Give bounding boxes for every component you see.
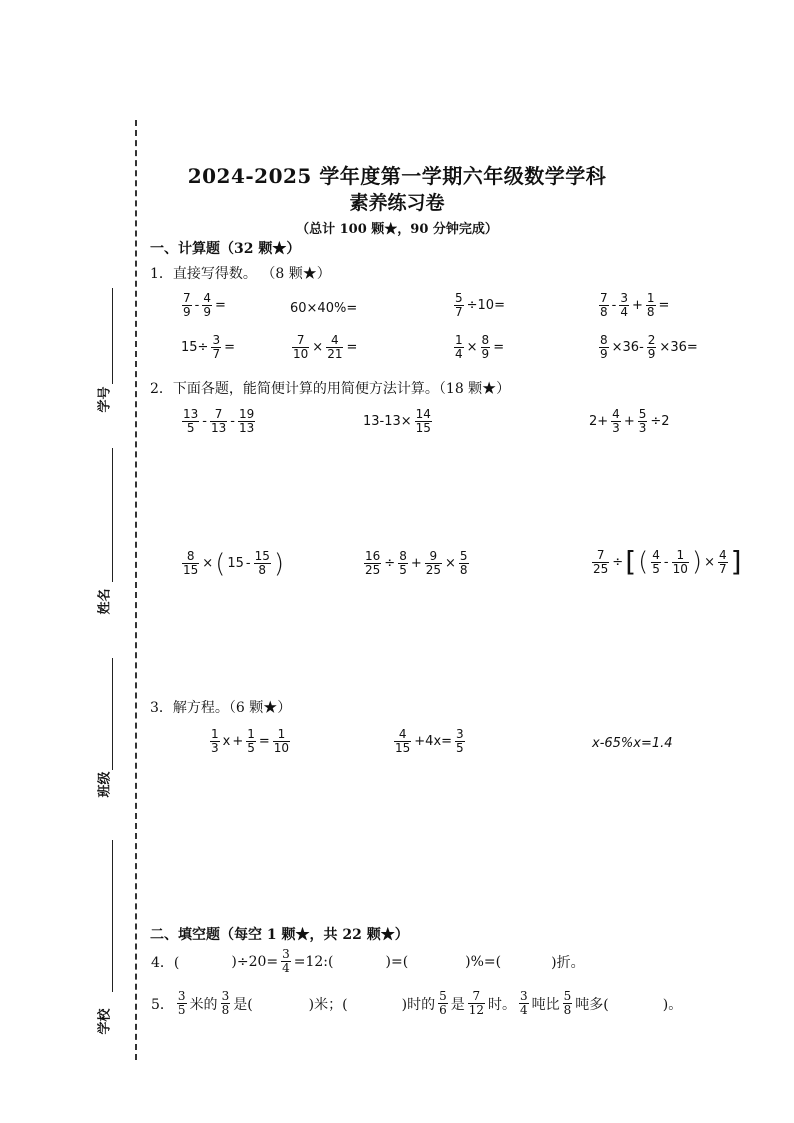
q3-equation-2: $\frac{4}{15}$ +4x= $\frac{3}{5}$ <box>395 727 464 755</box>
page-title: 2024-2025 学年度第一学期六年级数学学科 <box>187 164 607 188</box>
page-subtitle: 素养练习卷 <box>349 192 445 214</box>
q2-item-1: $\frac{13}{5}$ - $\frac{7}{13}$ - $\frac{19}{13}$ <box>183 407 255 435</box>
q1-item-3: $\frac{5}{7}$ ÷10= <box>455 291 505 319</box>
q2-item-6: $\frac{7}{25}$ ÷ [ ( $\frac{4}{5}$ - $\frac{1}{10}$ ) × $\frac{4}{7}$ ] <box>593 545 742 578</box>
q1-item-2: 60×40%= <box>290 301 358 316</box>
school-label: 学校 <box>97 1008 113 1035</box>
q1-item-8: $\frac{8}{9}$ ×36- $\frac{2}{9}$ ×36= <box>600 333 698 361</box>
class-line <box>112 658 113 770</box>
name-line <box>112 448 113 582</box>
q3-equation-3: x-65%x=1.4 <box>592 736 673 751</box>
school-line <box>112 840 113 992</box>
question-3-heading: 3．解方程。（6 颗★） <box>150 700 292 716</box>
section-1-heading: 一、计算题（32 颗★） <box>150 241 301 257</box>
section-2-heading: 二、填空题（每空 1 颗★，共 22 颗★） <box>150 927 409 943</box>
student-id-line <box>112 288 113 384</box>
question-2-heading: 2．下面各题，能简便计算的用简便方法计算。（18 颗★） <box>150 381 511 397</box>
q3-equation-1: $\frac{1}{3}$ x + $\frac{1}{5}$ = $\frac{1}{10}$ <box>211 727 290 755</box>
fill-question-4: 4．( )÷20= $\frac{3}{4}$ =12:( )=( )%=( )折。 <box>151 947 585 975</box>
q1-item-5: 15÷ $\frac{3}{7}$ = <box>181 333 235 361</box>
q2-item-2: 13-13× $\frac{14}{15}$ <box>363 407 431 435</box>
page-note: （总计 100 颗★，90 分钟完成） <box>296 222 498 237</box>
q2-item-5: $\frac{16}{25}$ ÷ $\frac{8}{5}$ + $\frac{9}{25}$ × $\frac{5}{8}$ <box>365 549 468 577</box>
q1-item-4: $\frac{7}{8}$ - $\frac{3}{4}$ + $\frac{1}{8}$ = <box>600 291 670 319</box>
q1-item-6: $\frac{7}{10}$ × $\frac{4}{21}$ = <box>293 333 358 361</box>
q2-item-4: $\frac{8}{15}$ × ( 15 - $\frac{15}{8}$ ) <box>183 548 285 579</box>
fill-question-5: 5． $\frac{3}{5}$ 米的 $\frac{3}{8}$ 是( )米；( )时的 $\frac{5}{6}$ 是 $\frac{7}{12}$ 时。 $\frac{3}{4}$ 吨比 $\frac{5}{8}$ 吨多( )。 <box>151 989 683 1017</box>
binding-dashed-line <box>135 120 137 1060</box>
student-id-label: 学号 <box>97 386 113 413</box>
q1-item-1: $\frac{7}{9}$ - $\frac{4}{9}$ = <box>183 291 226 319</box>
name-label: 姓名 <box>97 588 113 615</box>
q1-item-7: $\frac{1}{4}$ × $\frac{8}{9}$ = <box>455 333 505 361</box>
class-label: 班级 <box>97 771 113 798</box>
question-1-heading: 1．直接写得数。 （8 颗★） <box>150 266 331 282</box>
q2-item-3: 2+ $\frac{4}{3}$ + $\frac{5}{3}$ ÷2 <box>589 407 670 435</box>
